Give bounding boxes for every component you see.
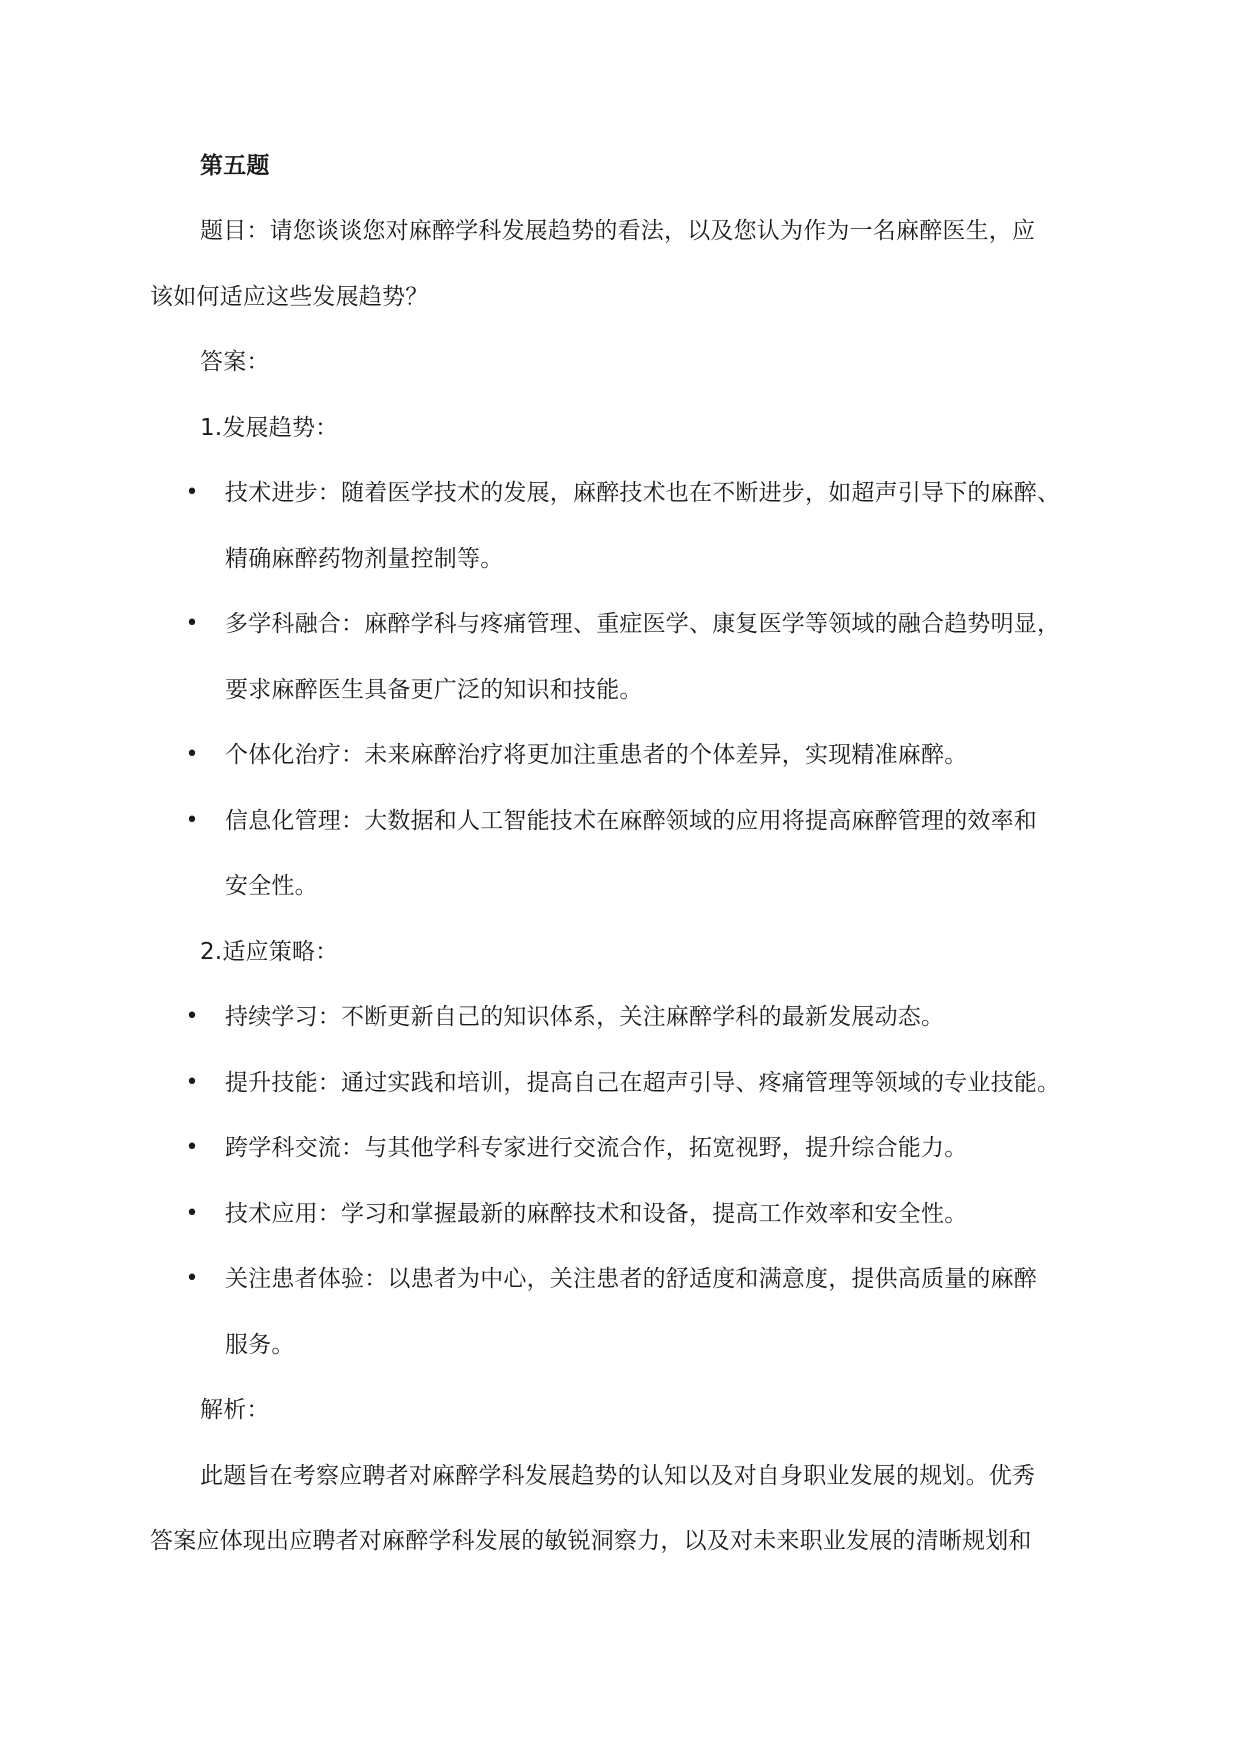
section-title: 第五题 <box>200 153 270 179</box>
trend-2-line-2: 要求麻醉医生具备更广泛的知识和技能。 <box>225 677 643 703</box>
strategy-4-line-1: 技术应用：学习和掌握最新的麻醉技术和设备，提高工作效率和安全性。 <box>225 1201 968 1227</box>
strategy-1-line-1: 持续学习：不断更新自己的知识体系，关注麻醉学科的最新发展动态。 <box>225 1004 945 1030</box>
trend-4-line-1: 信息化管理：大数据和人工智能技术在麻醉领域的应用将提高麻醉管理的效率和 <box>225 808 1037 834</box>
trend-1-line-2: 精确麻醉药物剂量控制等。 <box>225 546 504 572</box>
bullet-icon: • <box>185 1004 199 1029</box>
bullet-icon: • <box>185 1070 199 1095</box>
bullet-icon: • <box>185 1135 199 1160</box>
question-line-2: 该如何适应这些发展趋势？ <box>150 284 429 310</box>
strategy-3-line-1: 跨学科交流：与其他学科专家进行交流合作，拓宽视野，提升综合能力。 <box>225 1135 968 1161</box>
strategies-heading: 2.适应策略： <box>200 939 339 965</box>
bullet-icon: • <box>185 1266 199 1291</box>
answer-label: 答案： <box>200 349 270 375</box>
bullet-icon: • <box>185 480 199 505</box>
bullet-icon: • <box>185 808 199 833</box>
trends-heading: 1.发展趋势： <box>200 415 339 441</box>
analysis-line-2: 答案应体现出应聘者对麻醉学科发展的敏锐洞察力，以及对未来职业发展的清晰规划和 <box>150 1528 1032 1554</box>
analysis-line-1: 此题旨在考察应聘者对麻醉学科发展趋势的认知以及对自身职业发展的规划。优秀 <box>200 1463 1036 1489</box>
trend-3-line-1: 个体化治疗：未来麻醉治疗将更加注重患者的个体差异，实现精准麻醉。 <box>225 742 968 768</box>
analysis-label: 解析： <box>200 1397 270 1423</box>
bullet-icon: • <box>185 1201 199 1226</box>
trend-2-line-1: 多学科融合：麻醉学科与疼痛管理、重症医学、康复医学等领域的融合趋势明显， <box>225 611 1061 637</box>
strategy-5-line-1: 关注患者体验：以患者为中心，关注患者的舒适度和满意度，提供高质量的麻醉 <box>225 1266 1037 1292</box>
strategy-5-line-2: 服务。 <box>225 1332 295 1358</box>
trend-1-line-1: 技术进步：随着医学技术的发展，麻醉技术也在不断进步，如超声引导下的麻醉、 <box>225 480 1061 506</box>
bullet-icon: • <box>185 742 199 767</box>
question-line-1: 题目：请您谈谈您对麻醉学科发展趋势的看法，以及您认为作为一名麻醉医生，应 <box>200 218 1036 244</box>
strategy-2-line-1: 提升技能：通过实践和培训，提高自己在超声引导、疼痛管理等领域的专业技能。 <box>225 1070 1061 1096</box>
trend-4-line-2: 安全性。 <box>225 873 318 899</box>
bullet-icon: • <box>185 611 199 636</box>
